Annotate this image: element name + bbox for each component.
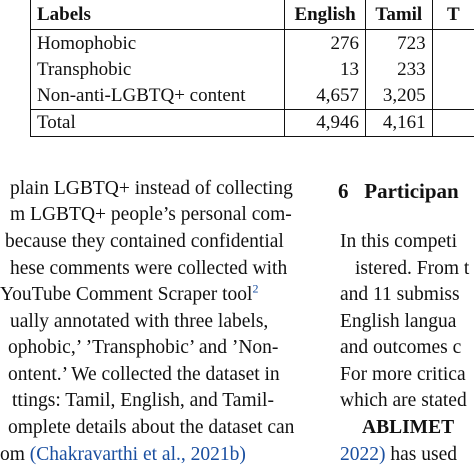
section-heading xyxy=(338,178,459,204)
dataset-statistics-table xyxy=(30,0,474,137)
paragraph-line: istered. From t xyxy=(355,258,470,279)
paragraph-line: In this competi xyxy=(340,231,457,252)
table-row xyxy=(31,57,474,83)
total-label: Total xyxy=(31,110,285,137)
table-row xyxy=(31,30,474,58)
table-total-row xyxy=(31,110,474,137)
paragraph-line: m LGBTQ+ people’s personal com- xyxy=(10,204,292,225)
paragraph-line: ontent.’ We collected the dataset in xyxy=(8,364,280,385)
paragraph-line: ually annotated with three labels, xyxy=(10,311,269,332)
table-row xyxy=(31,83,474,110)
paragraph-line-with-footnote xyxy=(0,282,258,308)
footnote-marker[interactable]: 2 xyxy=(252,281,259,296)
header-truncated: T xyxy=(432,0,474,30)
paragraph-line-with-citation xyxy=(0,442,246,468)
section-title: Participan xyxy=(364,179,459,203)
paragraph-line: English langua xyxy=(340,311,457,332)
row-truncated-cell xyxy=(432,83,474,110)
right-column xyxy=(338,172,474,474)
paragraph-line: and outcomes c xyxy=(340,337,462,358)
total-truncated-cell xyxy=(432,110,474,137)
team-name: ABLIMET xyxy=(362,417,455,438)
total-english-value: 4,946 xyxy=(285,110,366,137)
paragraph-line: For more critica xyxy=(340,364,466,385)
row-truncated-cell xyxy=(432,57,474,83)
header-labels: Labels xyxy=(31,0,285,30)
paragraph-line-text: om xyxy=(0,444,25,465)
paragraph-line: because they contained confidential xyxy=(5,231,284,252)
paragraph-line: omplete details about the dataset can xyxy=(8,417,295,438)
paragraph-line: and 11 submiss xyxy=(340,284,460,305)
paragraph-line: ttings: Tamil, English, and Tamil- xyxy=(12,390,274,411)
row-label: Homophobic xyxy=(31,30,285,58)
total-tamil-value: 4,161 xyxy=(365,110,432,137)
citation-year-link[interactable]: 2022) xyxy=(340,444,386,465)
paragraph-line-text: YouTube Comment Scraper tool xyxy=(0,284,253,305)
paragraph-line-with-citation xyxy=(340,442,457,468)
citation-link[interactable]: (Chakravarthi et al., 2021b) xyxy=(29,444,246,465)
row-label: Transphobic xyxy=(31,57,285,83)
row-tamil-value: 233 xyxy=(365,57,432,83)
table-header-row xyxy=(31,0,474,30)
paragraph-line: ophobic,’ ’Transphobic’ and ’Non- xyxy=(8,337,279,358)
row-english-value: 276 xyxy=(285,30,366,58)
row-english-value: 13 xyxy=(285,57,366,83)
row-english-value: 4,657 xyxy=(285,83,366,110)
header-english: English xyxy=(285,0,366,30)
paragraph-line: which are stated xyxy=(340,390,467,411)
paragraph-line: hese comments were collected with xyxy=(10,258,288,279)
row-label: Non-anti-LGBTQ+ content xyxy=(31,83,285,110)
paragraph-line: plain LGBTQ+ instead of collecting xyxy=(10,178,293,199)
paragraph-line-text: has used xyxy=(385,444,457,465)
left-column-paragraph xyxy=(0,172,320,474)
row-truncated-cell xyxy=(432,30,474,58)
row-tamil-value: 723 xyxy=(365,30,432,58)
section-number: 6 xyxy=(338,179,349,203)
row-tamil-value: 3,205 xyxy=(365,83,432,110)
header-tamil: Tamil xyxy=(365,0,432,30)
